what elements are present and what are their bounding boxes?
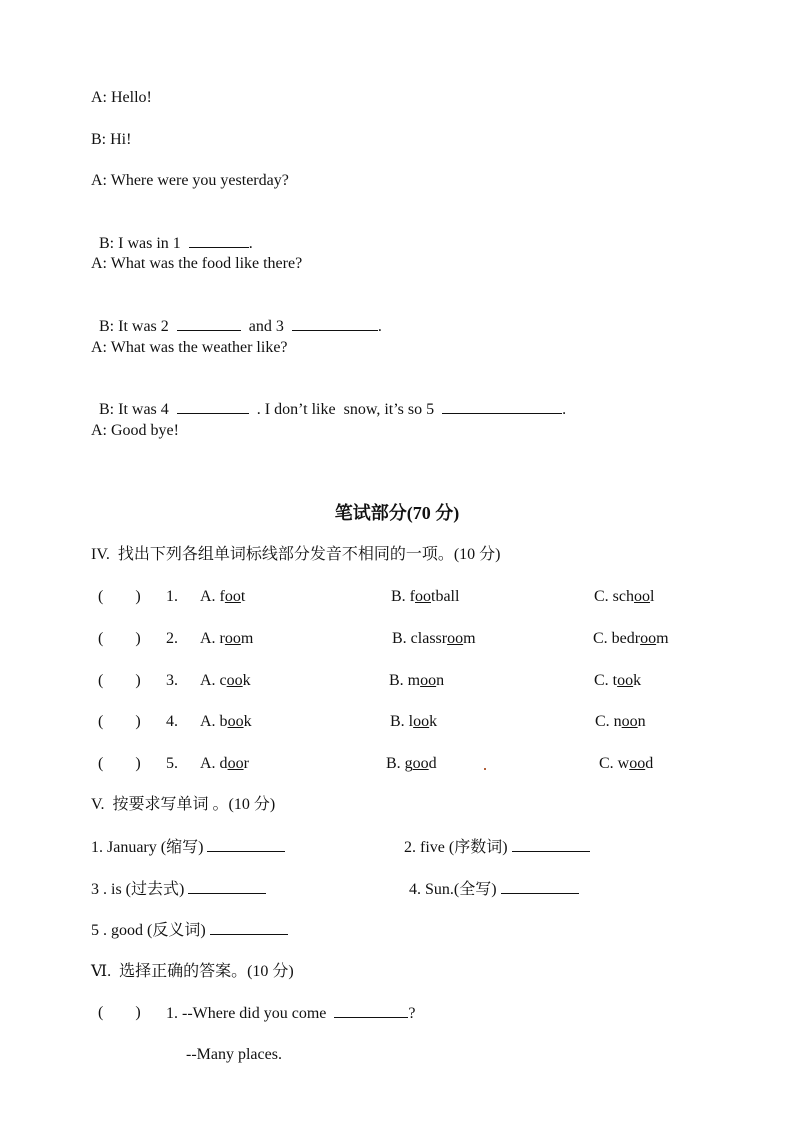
dialogue-text: . xyxy=(377,318,382,335)
question-number: 5. xyxy=(166,755,178,772)
option-b: B. moon xyxy=(389,672,445,689)
option-a: A. door xyxy=(200,755,249,772)
dialogue-line-8 xyxy=(91,379,566,420)
option-c: C. noon xyxy=(595,713,646,730)
dialogue-line-2: B: Hi! xyxy=(91,131,132,148)
answer-blank-1[interactable] xyxy=(189,233,249,248)
answer-paren[interactable]: ( ) xyxy=(98,713,141,730)
answer-blank-5[interactable] xyxy=(442,399,562,414)
word-question-4: 4. Sun.(全写) xyxy=(409,879,579,900)
option-b: B. good xyxy=(386,755,437,772)
answer-blank[interactable] xyxy=(210,920,288,935)
option-c: C. school xyxy=(594,588,655,605)
dialogue-text: . xyxy=(562,401,567,418)
word-question-1: 1. January (缩写) xyxy=(91,837,285,858)
section-title: 笔试部分(70 分) xyxy=(334,503,460,523)
option-c: C. took xyxy=(594,672,642,689)
option-b: B. classroom xyxy=(392,630,476,647)
answer-blank[interactable] xyxy=(334,1003,408,1018)
dialogue-text: and 3 xyxy=(240,318,292,335)
answer-blank-3[interactable] xyxy=(292,316,378,331)
dialogue-line-5: A: What was the food like there? xyxy=(91,255,303,272)
option-a: A. cook xyxy=(200,672,251,689)
dialogue-line-7: A: What was the weather like? xyxy=(91,339,288,356)
answer-blank[interactable] xyxy=(207,837,285,852)
answer-paren[interactable]: ( ) xyxy=(98,630,141,647)
answer-paren[interactable]: ( ) xyxy=(98,1004,141,1021)
question-text: --Where did you come xyxy=(182,1005,327,1022)
dialogue-line-6 xyxy=(91,296,382,337)
option-c: C. wood xyxy=(599,755,654,772)
option-b: B. look xyxy=(390,713,438,730)
answer-blank-4[interactable] xyxy=(177,399,249,414)
question-number: 1. xyxy=(166,1005,178,1022)
section-4-heading: IV. 找出下列各组单词标线部分发音不相同的一项。(10 分) xyxy=(91,546,501,563)
question-number: 1. xyxy=(166,588,178,605)
dialogue-line-1: A: Hello! xyxy=(91,89,152,106)
dialogue-text: . xyxy=(248,235,253,252)
answer-blank-2[interactable] xyxy=(177,316,241,331)
choice-question-1-answer: --Many places. xyxy=(186,1046,282,1063)
dialogue-line-9: A: Good bye! xyxy=(91,422,179,439)
dialogue-text: B: I was in 1 xyxy=(99,235,189,252)
question-number: 2. xyxy=(166,630,178,647)
answer-paren[interactable]: ( ) xyxy=(98,588,141,605)
answer-paren[interactable]: ( ) xyxy=(98,672,141,689)
stray-dot xyxy=(484,768,486,770)
option-a: A. foot xyxy=(200,588,246,605)
answer-blank[interactable] xyxy=(188,879,266,894)
section-6-heading: Ⅵ. 选择正确的答案。(10 分) xyxy=(91,963,294,980)
dialogue-text: B: It was 4 xyxy=(99,401,177,418)
option-a: A. room xyxy=(200,630,254,647)
answer-blank[interactable] xyxy=(501,879,579,894)
section-5-heading: V. 按要求写单词 。(10 分) xyxy=(91,796,276,813)
answer-paren[interactable]: ( ) xyxy=(98,755,141,772)
word-question-5: 5 . good (反义词) xyxy=(91,920,288,941)
dialogue-line-4 xyxy=(91,213,253,254)
dialogue-line-3: A: Where were you yesterday? xyxy=(91,172,289,189)
choice-question-1: 1. --Where did you come ? xyxy=(166,1005,416,1022)
option-b: B. football xyxy=(391,588,460,605)
answer-blank[interactable] xyxy=(512,837,590,852)
option-a: A. book xyxy=(200,713,252,730)
dialogue-text: . I don’t like snow, it’s so 5 xyxy=(248,401,443,418)
word-question-3: 3 . is (过去式) xyxy=(91,879,266,900)
question-number: 4. xyxy=(166,713,178,730)
word-question-2: 2. five (序数词) xyxy=(404,837,590,858)
question-number: 3. xyxy=(166,672,178,689)
option-c: C. bedroom xyxy=(593,630,669,647)
dialogue-text: B: It was 2 xyxy=(99,318,177,335)
